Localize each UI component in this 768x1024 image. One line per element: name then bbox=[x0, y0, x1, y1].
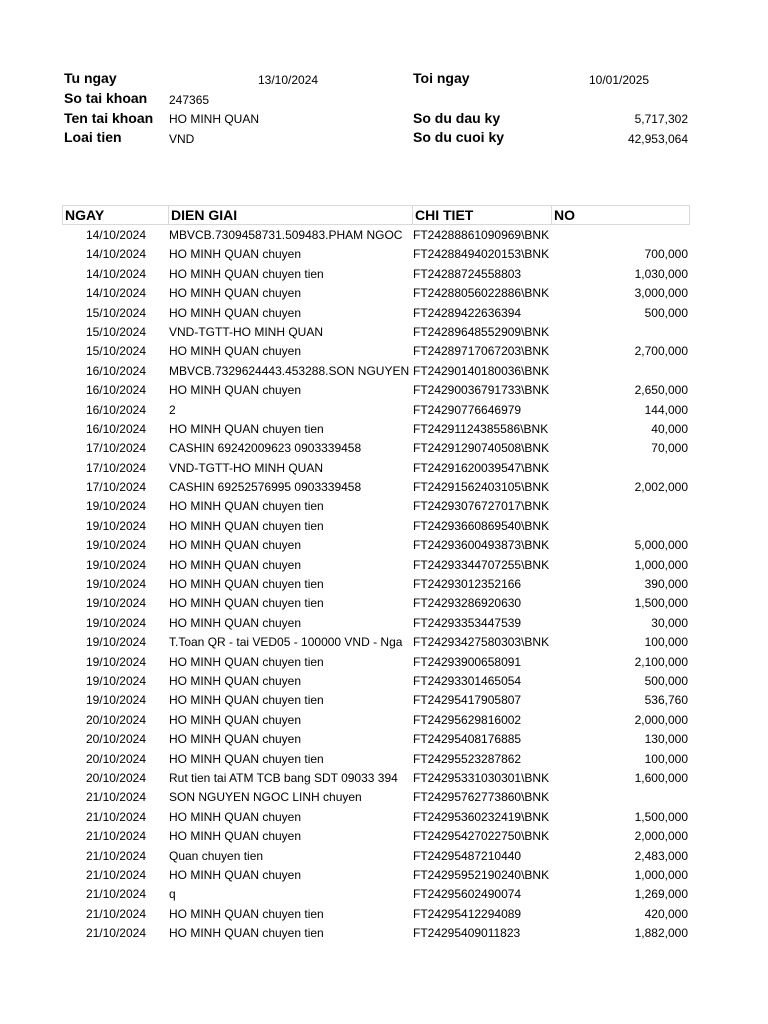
row-amount: 40,000 bbox=[651, 421, 688, 436]
column-header-chi-tiet[interactable]: CHI TIET bbox=[413, 206, 552, 224]
row-date: 21/10/2024 bbox=[85, 790, 146, 805]
row-amount: 2,000,000 bbox=[634, 712, 688, 727]
table-row[interactable] bbox=[62, 672, 690, 691]
row-date: 16/10/2024 bbox=[85, 421, 146, 436]
row-amount: 500,000 bbox=[644, 673, 688, 688]
table-row[interactable] bbox=[62, 633, 690, 652]
table-header bbox=[62, 205, 690, 225]
toi-ngay-label: Toi ngay bbox=[413, 70, 470, 86]
table-row[interactable] bbox=[62, 284, 690, 303]
table-row[interactable] bbox=[62, 594, 690, 613]
row-description: CASHIN 69242009623 0903339458 bbox=[169, 441, 362, 456]
row-date: 20/10/2024 bbox=[85, 770, 146, 785]
row-detail: FT24291124385586\BNK bbox=[413, 421, 549, 436]
row-detail: FT24295487210440 bbox=[413, 848, 522, 863]
row-detail: FT24293012352166 bbox=[413, 577, 522, 592]
row-description: MBVCB.7329624443.453288.SON NGUYEN bbox=[169, 363, 410, 378]
row-date: 19/10/2024 bbox=[85, 615, 146, 630]
row-amount: 130,000 bbox=[644, 732, 688, 747]
row-amount: 1,500,000 bbox=[634, 809, 688, 824]
column-header-no[interactable]: NO bbox=[554, 207, 575, 223]
table-row[interactable] bbox=[62, 497, 690, 516]
loai-tien-value: VND bbox=[169, 132, 195, 146]
ten-tai-khoan-label: Ten tai khoan bbox=[64, 110, 154, 126]
row-amount: 536,760 bbox=[644, 693, 688, 708]
row-description: HO MINH QUAN chuyen tien bbox=[169, 518, 324, 533]
row-date: 19/10/2024 bbox=[85, 577, 146, 592]
row-description: HO MINH QUAN chuyen bbox=[169, 344, 302, 359]
row-amount: 100,000 bbox=[644, 751, 688, 766]
table-row[interactable] bbox=[62, 866, 690, 885]
row-date: 14/10/2024 bbox=[85, 247, 146, 262]
row-description: HO MINH QUAN chuyen tien bbox=[169, 751, 324, 766]
row-detail: FT24288056022886\BNK bbox=[413, 286, 550, 301]
row-date: 21/10/2024 bbox=[85, 887, 146, 902]
row-detail: FT24295762773860\BNK bbox=[413, 790, 550, 805]
row-amount: 100,000 bbox=[644, 635, 688, 650]
row-date: 15/10/2024 bbox=[85, 305, 146, 320]
row-date: 20/10/2024 bbox=[85, 751, 146, 766]
column-header-ngay[interactable]: NGAY bbox=[63, 206, 169, 224]
row-amount: 144,000 bbox=[644, 402, 688, 417]
row-description: VND-TGTT-HO MINH QUAN bbox=[169, 324, 323, 339]
row-detail: FT24293286920630 bbox=[413, 596, 522, 611]
table-row[interactable] bbox=[62, 323, 690, 342]
row-amount: 3,000,000 bbox=[634, 286, 688, 301]
row-amount: 70,000 bbox=[651, 441, 688, 456]
table-row[interactable] bbox=[62, 342, 690, 361]
row-date: 21/10/2024 bbox=[85, 906, 146, 921]
table-row[interactable] bbox=[62, 439, 690, 458]
row-detail: FT24293301465054 bbox=[413, 673, 522, 688]
row-description: HO MINH QUAN chuyen tien bbox=[169, 577, 324, 592]
row-detail: FT24291562403105\BNK bbox=[413, 480, 550, 495]
row-date: 14/10/2024 bbox=[85, 228, 146, 242]
row-amount: 1,000,000 bbox=[634, 867, 688, 882]
so-du-cuoi-ky-label: So du cuoi ky bbox=[413, 129, 505, 145]
row-description: HO MINH QUAN chuyen bbox=[169, 615, 302, 630]
row-date: 14/10/2024 bbox=[85, 266, 146, 281]
table-row[interactable] bbox=[62, 885, 690, 904]
row-amount: 30,000 bbox=[651, 615, 688, 630]
table-row[interactable] bbox=[62, 420, 690, 439]
table-row[interactable] bbox=[62, 459, 690, 478]
row-date: 15/10/2024 bbox=[85, 344, 146, 359]
row-detail: FT24295602490074 bbox=[413, 887, 522, 902]
row-description: HO MINH QUAN chuyen tien bbox=[169, 926, 324, 941]
table-row[interactable] bbox=[62, 691, 690, 710]
row-detail: FT24290036791733\BNK bbox=[413, 383, 550, 398]
row-description: HO MINH QUAN chuyen bbox=[169, 286, 302, 301]
row-detail: FT24295523287862 bbox=[413, 751, 522, 766]
row-description: HO MINH QUAN chuyen tien bbox=[169, 654, 324, 669]
row-amount: 500,000 bbox=[644, 305, 688, 320]
row-date: 16/10/2024 bbox=[85, 363, 146, 378]
row-description: q bbox=[169, 887, 176, 902]
table-row[interactable] bbox=[62, 556, 690, 575]
table-row[interactable] bbox=[62, 245, 690, 264]
row-detail: FT24295331030301\BNK bbox=[413, 770, 550, 785]
row-date: 20/10/2024 bbox=[85, 712, 146, 727]
row-description: HO MINH QUAN chuyen bbox=[169, 538, 302, 553]
row-amount: 2,483,000 bbox=[634, 848, 688, 863]
row-date: 19/10/2024 bbox=[85, 654, 146, 669]
row-date: 17/10/2024 bbox=[85, 480, 146, 495]
row-date: 19/10/2024 bbox=[85, 673, 146, 688]
row-description: HO MINH QUAN chuyen bbox=[169, 732, 302, 747]
row-amount: 390,000 bbox=[644, 577, 688, 592]
row-date: 16/10/2024 bbox=[85, 383, 146, 398]
table-row[interactable] bbox=[62, 536, 690, 555]
table-row[interactable] bbox=[62, 750, 690, 769]
row-description: HO MINH QUAN chuyen tien bbox=[169, 499, 324, 514]
tu-ngay-value: 13/10/2024 bbox=[258, 73, 319, 87]
row-description: SON NGUYEN NGOC LINH chuyen bbox=[169, 790, 362, 805]
row-date: 21/10/2024 bbox=[85, 829, 146, 844]
row-date: 19/10/2024 bbox=[85, 557, 146, 572]
row-date: 20/10/2024 bbox=[85, 732, 146, 747]
table-row[interactable] bbox=[62, 478, 690, 497]
loai-tien-label: Loai tien bbox=[64, 129, 122, 145]
row-detail: FT24291290740508\BNK bbox=[413, 441, 550, 456]
transaction-table bbox=[62, 226, 690, 943]
row-date: 16/10/2024 bbox=[85, 402, 146, 417]
row-detail: FT24293076727017\BNK bbox=[413, 499, 550, 514]
row-description: HO MINH QUAN chuyen tien bbox=[169, 421, 324, 436]
row-description: HO MINH QUAN chuyen bbox=[169, 247, 302, 262]
table-row[interactable] bbox=[62, 304, 690, 323]
row-description: HO MINH QUAN chuyen tien bbox=[169, 266, 324, 281]
row-detail: FT24291620039547\BNK bbox=[413, 460, 550, 475]
row-detail: FT24289717067203\BNK bbox=[413, 344, 550, 359]
row-description: HO MINH QUAN chuyen tien bbox=[169, 596, 324, 611]
row-date: 14/10/2024 bbox=[85, 286, 146, 301]
so-tai-khoan-value: 247365 bbox=[169, 93, 210, 107]
so-tai-khoan-label: So tai khoan bbox=[64, 90, 148, 106]
table-row[interactable] bbox=[62, 226, 690, 245]
row-description: HO MINH QUAN chuyen bbox=[169, 305, 302, 320]
table-row[interactable] bbox=[62, 924, 690, 943]
table-row[interactable] bbox=[62, 614, 690, 633]
table-row[interactable] bbox=[62, 769, 690, 788]
row-detail: FT24289422636394 bbox=[413, 305, 522, 320]
row-amount: 2,700,000 bbox=[634, 344, 688, 359]
row-amount: 1,882,000 bbox=[634, 926, 688, 941]
row-description: CASHIN 69252576995 0903339458 bbox=[169, 480, 362, 495]
row-description: HO MINH QUAN chuyen tien bbox=[169, 693, 324, 708]
row-detail: FT24295408176885 bbox=[413, 732, 522, 747]
row-date: 15/10/2024 bbox=[85, 324, 146, 339]
table-row[interactable] bbox=[62, 847, 690, 866]
row-detail: FT24295629816002 bbox=[413, 712, 522, 727]
so-du-dau-ky-label: So du dau ky bbox=[413, 110, 501, 126]
row-amount: 1,600,000 bbox=[634, 770, 688, 785]
row-date: 21/10/2024 bbox=[85, 809, 146, 824]
table-row[interactable] bbox=[62, 905, 690, 924]
row-detail: FT24293353447539 bbox=[413, 615, 522, 630]
row-detail: FT24289648552909\BNK bbox=[413, 324, 550, 339]
row-description: HO MINH QUAN chuyen tien bbox=[169, 906, 324, 921]
row-description: HO MINH QUAN chuyen bbox=[169, 673, 302, 688]
row-detail: FT24295412294089 bbox=[413, 906, 522, 921]
table-row[interactable] bbox=[62, 788, 690, 807]
row-date: 17/10/2024 bbox=[85, 441, 146, 456]
row-detail: FT24293900658091 bbox=[413, 654, 522, 669]
row-amount: 1,000,000 bbox=[634, 557, 688, 572]
row-description: Quan chuyen tien bbox=[169, 848, 264, 863]
row-detail: FT24288724558803 bbox=[413, 266, 522, 281]
tu-ngay-label: Tu ngay bbox=[64, 70, 117, 86]
row-detail: FT24295360232419\BNK bbox=[413, 809, 550, 824]
row-detail: FT24293600493873\BNK bbox=[413, 538, 550, 553]
row-amount: 5,000,000 bbox=[634, 538, 688, 553]
row-detail: FT24295952190240\BNK bbox=[413, 867, 550, 882]
row-detail: FT24295417905807 bbox=[413, 693, 522, 708]
table-row[interactable] bbox=[62, 362, 690, 381]
row-date: 21/10/2024 bbox=[85, 926, 146, 941]
row-date: 21/10/2024 bbox=[85, 867, 146, 882]
row-description: 2 bbox=[169, 402, 176, 417]
table-row[interactable] bbox=[62, 381, 690, 400]
row-amount: 2,000,000 bbox=[634, 829, 688, 844]
row-detail: FT24293660869540\BNK bbox=[413, 518, 550, 533]
row-date: 21/10/2024 bbox=[85, 848, 146, 863]
row-description: Rut tien tai ATM TCB bang SDT 09033 394 bbox=[169, 770, 398, 785]
row-detail: FT24288861090969\BNK bbox=[413, 228, 550, 242]
column-header-dien-giai[interactable]: DIEN GIAI bbox=[169, 206, 413, 224]
row-detail: FT24290140180036\BNK bbox=[413, 363, 550, 378]
row-date: 19/10/2024 bbox=[85, 499, 146, 514]
row-date: 19/10/2024 bbox=[85, 693, 146, 708]
table-row[interactable] bbox=[62, 401, 690, 420]
row-date: 19/10/2024 bbox=[85, 635, 146, 650]
row-detail: FT24295409011823 bbox=[413, 926, 521, 941]
row-date: 19/10/2024 bbox=[85, 518, 146, 533]
row-description: HO MINH QUAN chuyen bbox=[169, 712, 302, 727]
row-description: VND-TGTT-HO MINH QUAN bbox=[169, 460, 323, 475]
table-row[interactable] bbox=[62, 827, 690, 846]
row-detail: FT24293344707255\BNK bbox=[413, 557, 550, 572]
ten-tai-khoan-value: HO MINH QUAN bbox=[169, 112, 259, 126]
row-detail: FT24290776646979 bbox=[413, 402, 522, 417]
row-description: MBVCB.7309458731.509483.PHAM NGOC bbox=[169, 228, 403, 242]
row-amount: 700,000 bbox=[644, 247, 688, 262]
table-row[interactable] bbox=[62, 808, 690, 827]
row-description: HO MINH QUAN chuyen bbox=[169, 809, 302, 824]
row-amount: 1,269,000 bbox=[634, 887, 688, 902]
row-amount: 2,002,000 bbox=[634, 480, 688, 495]
row-detail: FT24293427580303\BNK bbox=[413, 635, 550, 650]
row-description: HO MINH QUAN chuyen bbox=[169, 867, 302, 882]
row-detail: FT24288494020153\BNK bbox=[413, 247, 550, 262]
row-amount: 1,030,000 bbox=[634, 266, 688, 281]
table-row[interactable] bbox=[62, 711, 690, 730]
table-row[interactable] bbox=[62, 575, 690, 594]
row-description: HO MINH QUAN chuyen bbox=[169, 383, 302, 398]
row-description: HO MINH QUAN chuyen bbox=[169, 829, 302, 844]
row-amount: 420,000 bbox=[644, 906, 688, 921]
row-date: 19/10/2024 bbox=[85, 538, 146, 553]
row-amount: 2,650,000 bbox=[634, 383, 688, 398]
row-date: 19/10/2024 bbox=[85, 596, 146, 611]
row-description: HO MINH QUAN chuyen bbox=[169, 557, 302, 572]
table-row[interactable] bbox=[62, 730, 690, 749]
row-date: 17/10/2024 bbox=[85, 460, 146, 475]
row-amount: 2,100,000 bbox=[634, 654, 688, 669]
toi-ngay-value: 10/01/2025 bbox=[589, 73, 650, 87]
so-du-cuoi-ky-value: 42,953,064 bbox=[627, 132, 688, 146]
so-du-dau-ky-value: 5,717,302 bbox=[634, 112, 688, 126]
table-row[interactable] bbox=[62, 517, 690, 536]
row-description: T.Toan QR - tai VED05 - 100000 VND - Nga bbox=[169, 635, 403, 650]
table-row[interactable] bbox=[62, 265, 690, 284]
row-detail: FT24295427022750\BNK bbox=[413, 829, 550, 844]
row-amount: 1,500,000 bbox=[634, 596, 688, 611]
table-row[interactable] bbox=[62, 653, 690, 672]
